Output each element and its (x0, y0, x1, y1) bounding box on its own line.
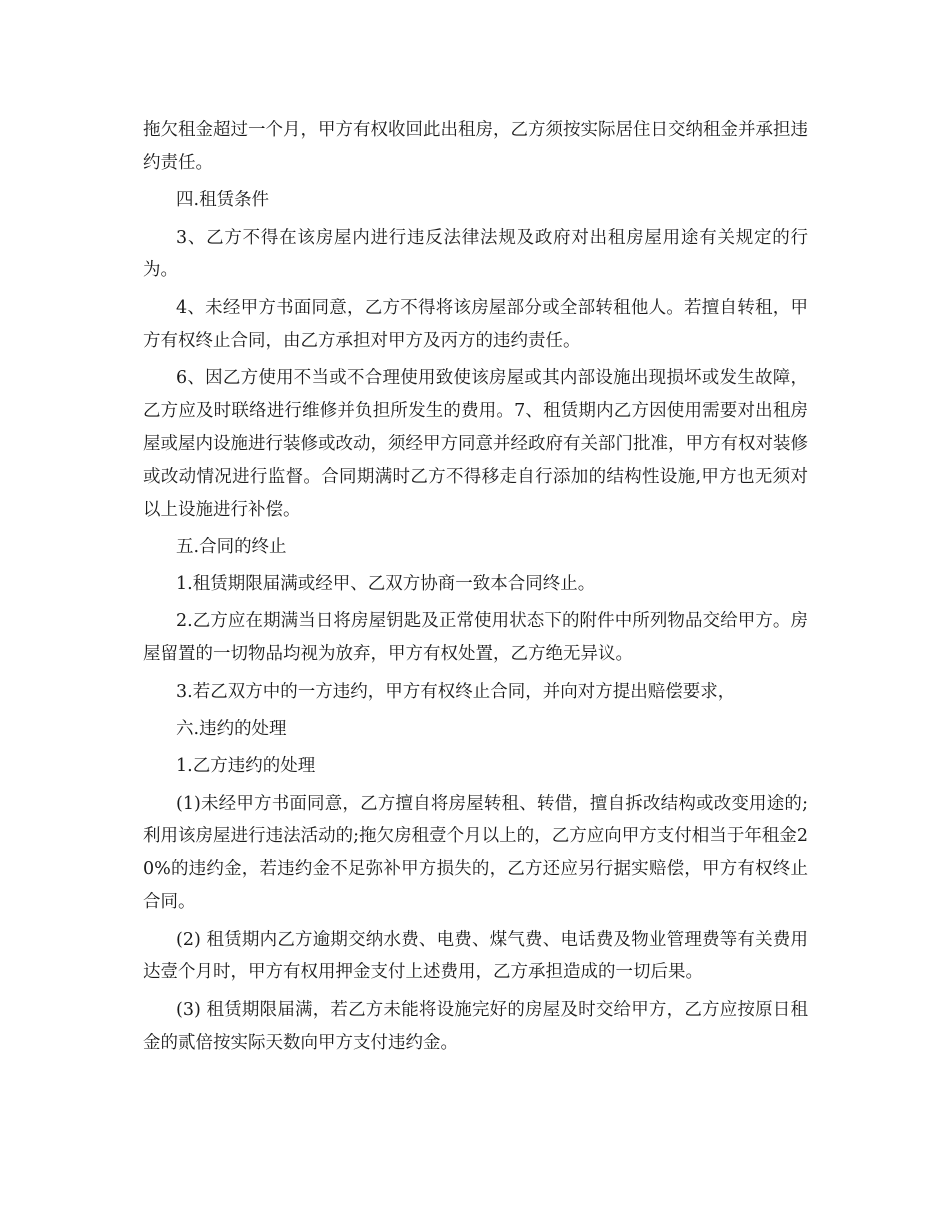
subheading-party-b-breach: 1.乙方违约的处理 (176, 756, 316, 777)
paragraph-clause-3: 3、乙方不得在该房屋内进行违反法律法规及政府对出租房屋用途有关规定的行为。 (143, 227, 808, 281)
paragraph-clause-6-7: 6、因乙方使用不当或不合理使用致使该房屋或其内部设施出现损坏或发生故障，乙方应及时联络进行维修并负担所发生的费用。7、租赁期内乙方因使用需要对出租房屋或屋内设施进行装修或改动，须经甲方同意并经政府有关部门批准，甲方有权对装修或改动情况进行监督。合同期满时乙方不得移走自行添加的结构性设施,甲方也无须对以上设施进行补偿。 (143, 367, 808, 520)
section-heading-termination: 五.合同的终止 (176, 536, 287, 557)
document-body (143, 114, 808, 1064)
paragraph-rent-arrears: 拖欠租金超过一个月，甲方有权收回此出租房，乙方须按实际居住日交纳租金并承担违约责任。 (143, 120, 808, 173)
paragraph-termination-2: 2.乙方应在期满当日将房屋钥匙及正常使用状态下的附件中所列物品交给甲方。房屋留置的一切物品均视为放弃，甲方有权处置，乙方绝无异议。 (143, 611, 808, 665)
paragraph-breach-1: (1)未经甲方书面同意，乙方擅自将房屋转租、转借，擅自拆改结构或改变用途的;利用该房屋进行违法活动的;拖欠房租壹个月以上的，乙方应向甲方支付相当于年租金20%的违约金，若违约金不足弥补甲方损失的，乙方还应另行据实赔偿，甲方有权终止合同。 (143, 793, 808, 913)
paragraph-clause-4: 4、未经甲方书面同意，乙方不得将该房屋部分或全部转租他人。若擅自转租，甲方有权终止合同，由乙方承担对甲方及丙方的违约责任。 (143, 297, 808, 351)
paragraph-breach-2: (2) 租赁期内乙方逾期交纳水费、电费、煤气费、电话费及物业管理费等有关费用达壹个月时，甲方有权用押金支付上述费用，乙方承担造成的一切后果。 (143, 929, 808, 983)
section-heading-lease-conditions: 四.租赁条件 (176, 190, 270, 211)
section-heading-breach: 六.违约的处理 (176, 718, 287, 739)
paragraph-termination-1: 1.租赁期限届满或经甲、乙双方协商一致本合同终止。 (176, 574, 596, 595)
paragraph-breach-3: (3) 租赁期限届满，若乙方未能将设施完好的房屋及时交给甲方，乙方应按原日租金的贰倍按实际天数向甲方支付违约金。 (143, 999, 808, 1053)
paragraph-termination-3: 3.若乙双方中的一方违约，甲方有权终止合同，并向对方提出赔偿要求， (176, 681, 736, 702)
